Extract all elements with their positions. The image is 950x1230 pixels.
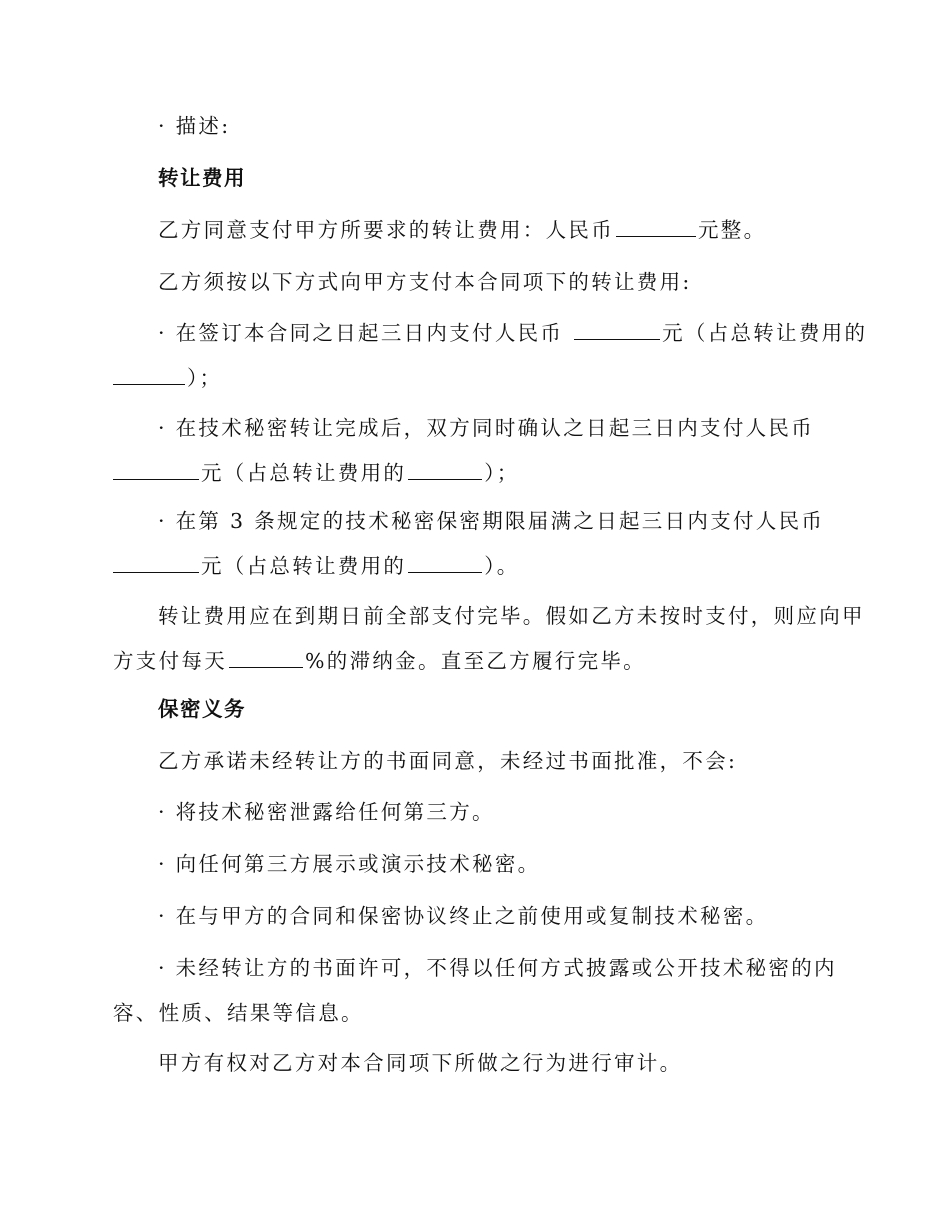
- paragraph-confidentiality-commitment: [113, 739, 833, 784]
- fill-blank: [229, 649, 303, 668]
- fill-blank: [574, 321, 660, 340]
- paragraph-payment-method: [113, 260, 833, 305]
- paragraph-text: · 将技术秘密泄露给任何第三方。: [158, 800, 495, 824]
- paragraph-no-demonstration: [113, 842, 833, 887]
- paragraph-text: %的滞纳金。直至乙方履行完毕。: [305, 649, 646, 673]
- heading-text: 保密义务: [158, 697, 246, 721]
- paragraph-payment-second: [113, 406, 833, 496]
- paragraph-text: · 在签订本合同之日起三日内支付人民币: [158, 321, 573, 345]
- paragraph-text: ）。: [484, 554, 520, 578]
- paragraph-text: 方支付每天: [113, 649, 227, 673]
- paragraph-text: 元（占总转让费用的: [201, 461, 407, 485]
- section-heading-transfer-fee: [158, 156, 246, 201]
- paragraph-text: 甲方有权对乙方对本合同项下所做之行为进行审计。: [158, 1051, 683, 1075]
- paragraph-text: ）；: [484, 461, 520, 485]
- paragraph-payment-third: [113, 499, 833, 589]
- paragraph-line: [113, 544, 833, 589]
- heading-text: 转让费用: [158, 166, 246, 190]
- paragraph-no-publish: [113, 946, 837, 1036]
- paragraph-line: · 在技术秘密转让完成后，双方同时确认之日起三日内支付人民币: [158, 416, 815, 440]
- paragraph-text: 元（占总转让费用的: [662, 321, 868, 345]
- paragraph-text: ）；: [187, 366, 223, 390]
- paragraph-line: · 未经转让方的书面许可，不得以任何方式披露或公开技术秘密的内: [158, 956, 837, 980]
- fill-blank: [113, 461, 199, 480]
- paragraph-line: [113, 639, 833, 684]
- paragraph-line: [113, 311, 868, 356]
- fill-blank: [408, 554, 482, 573]
- paragraph-text: · 在与甲方的合同和保密协议终止之前使用或复制技术秘密。: [158, 904, 769, 928]
- paragraph-text: 乙方承诺未经转让方的书面同意，未经过书面批准，不会:: [158, 749, 738, 773]
- section-heading-confidentiality: [158, 687, 246, 732]
- paragraph-fee-amount: [113, 208, 833, 253]
- paragraph-line: · 在第 3 条规定的技术秘密保密期限届满之日起三日内支付人民币: [158, 509, 825, 533]
- paragraph-text: · 描述:: [158, 114, 231, 138]
- paragraph-text: 元整。: [698, 218, 767, 242]
- paragraph-text: · 向任何第三方展示或演示技术秘密。: [158, 852, 541, 876]
- fill-blank: [408, 461, 482, 480]
- paragraph-line: [113, 451, 833, 496]
- fill-blank: [113, 366, 185, 385]
- paragraph-payment-first: [113, 311, 868, 401]
- fill-blank: [113, 554, 199, 573]
- paragraph-late-fee: [113, 594, 865, 684]
- paragraph-no-disclosure: [113, 790, 833, 835]
- paragraph-line: [113, 356, 833, 401]
- paragraph-description-label: [113, 104, 833, 149]
- paragraph-line: 容、性质、结果等信息。: [113, 1001, 364, 1025]
- paragraph-text: 元（占总转让费用的: [201, 554, 407, 578]
- paragraph-text: 乙方须按以下方式向甲方支付本合同项下的转让费用:: [158, 270, 692, 294]
- paragraph-text: 乙方同意支付甲方所要求的转让费用：人民币: [158, 218, 614, 242]
- paragraph-line: 转让费用应在到期日前全部支付完毕。假如乙方未按时支付，则应向甲: [158, 604, 865, 628]
- fill-blank: [616, 218, 696, 237]
- paragraph-audit-right: [113, 1041, 833, 1086]
- paragraph-no-copy: [113, 894, 833, 939]
